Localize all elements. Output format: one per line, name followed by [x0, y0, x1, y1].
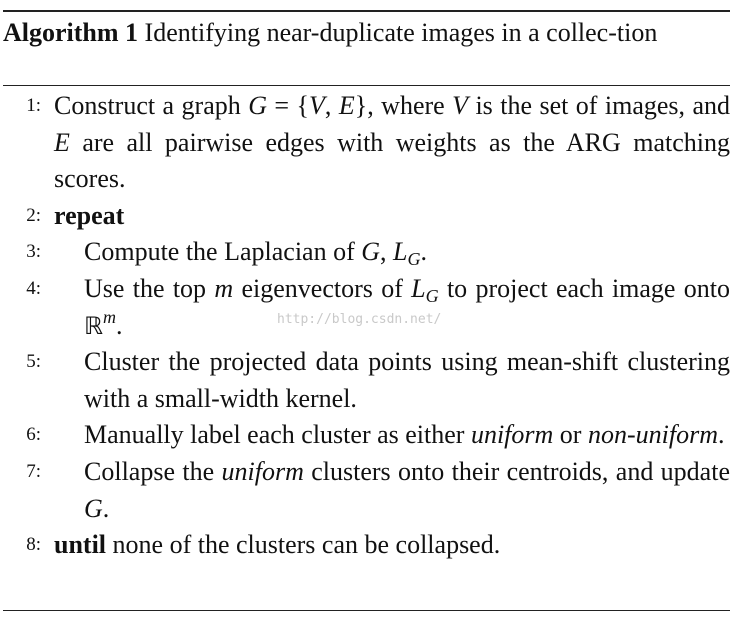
step-4: [3, 271, 730, 344]
step-2: [3, 198, 730, 235]
step-text: Construct a graph G = {V, E}, where V is the set of images, and E are all pairwise edges with weights as the ARG matching scores.: [54, 91, 731, 194]
step-number: 3:: [26, 241, 41, 263]
watermark: http://blog.csdn.net/: [277, 312, 442, 327]
step-text: Compute the Laplacian of G, $L_G$.: [84, 237, 427, 270]
step-6: [3, 417, 730, 454]
algorithm-block: [3, 0, 730, 620]
step-text: Cluster the projected data points using mean-shift clustering with a small-width kernel.: [84, 347, 730, 413]
step-number: 7:: [26, 460, 41, 482]
keyword-repeat: repeat: [54, 200, 125, 230]
step-text: [3, 198, 730, 235]
reals-symbol: ℝ: [84, 311, 104, 340]
bottom-rule: [3, 610, 730, 611]
step-1: [3, 88, 730, 198]
step-number: 6:: [26, 424, 41, 446]
step-number: 1:: [26, 95, 41, 116]
top-rule: [3, 10, 730, 12]
keyword-until: until: [54, 530, 107, 560]
step-number: 4:: [26, 277, 41, 299]
step-text: Collapse the uniform clusters onto their centroids, and update G.: [84, 456, 730, 523]
caption-rule: [3, 85, 730, 86]
step-text: Manually label each cluster as either uniform or non-uniform.: [84, 420, 725, 450]
step-number: 8:: [26, 534, 41, 556]
step-3: [3, 234, 730, 271]
step-text: Use the top m eigenvectors of $L_G$ to project each image onto ℝ$^m$.: [84, 273, 731, 340]
step-7: [3, 454, 730, 527]
algorithm-caption: [3, 15, 730, 51]
step-number: 2:: [26, 204, 41, 226]
algorithm-title: Identifying near-duplicate images in a collec-tion: [144, 18, 658, 47]
step-number: 5:: [26, 351, 41, 373]
algorithm-label: Algorithm 1: [3, 18, 139, 47]
step-5: [3, 344, 730, 417]
step-8: [3, 527, 730, 564]
step-text: until none of the clusters can be collapsed.: [54, 530, 501, 560]
